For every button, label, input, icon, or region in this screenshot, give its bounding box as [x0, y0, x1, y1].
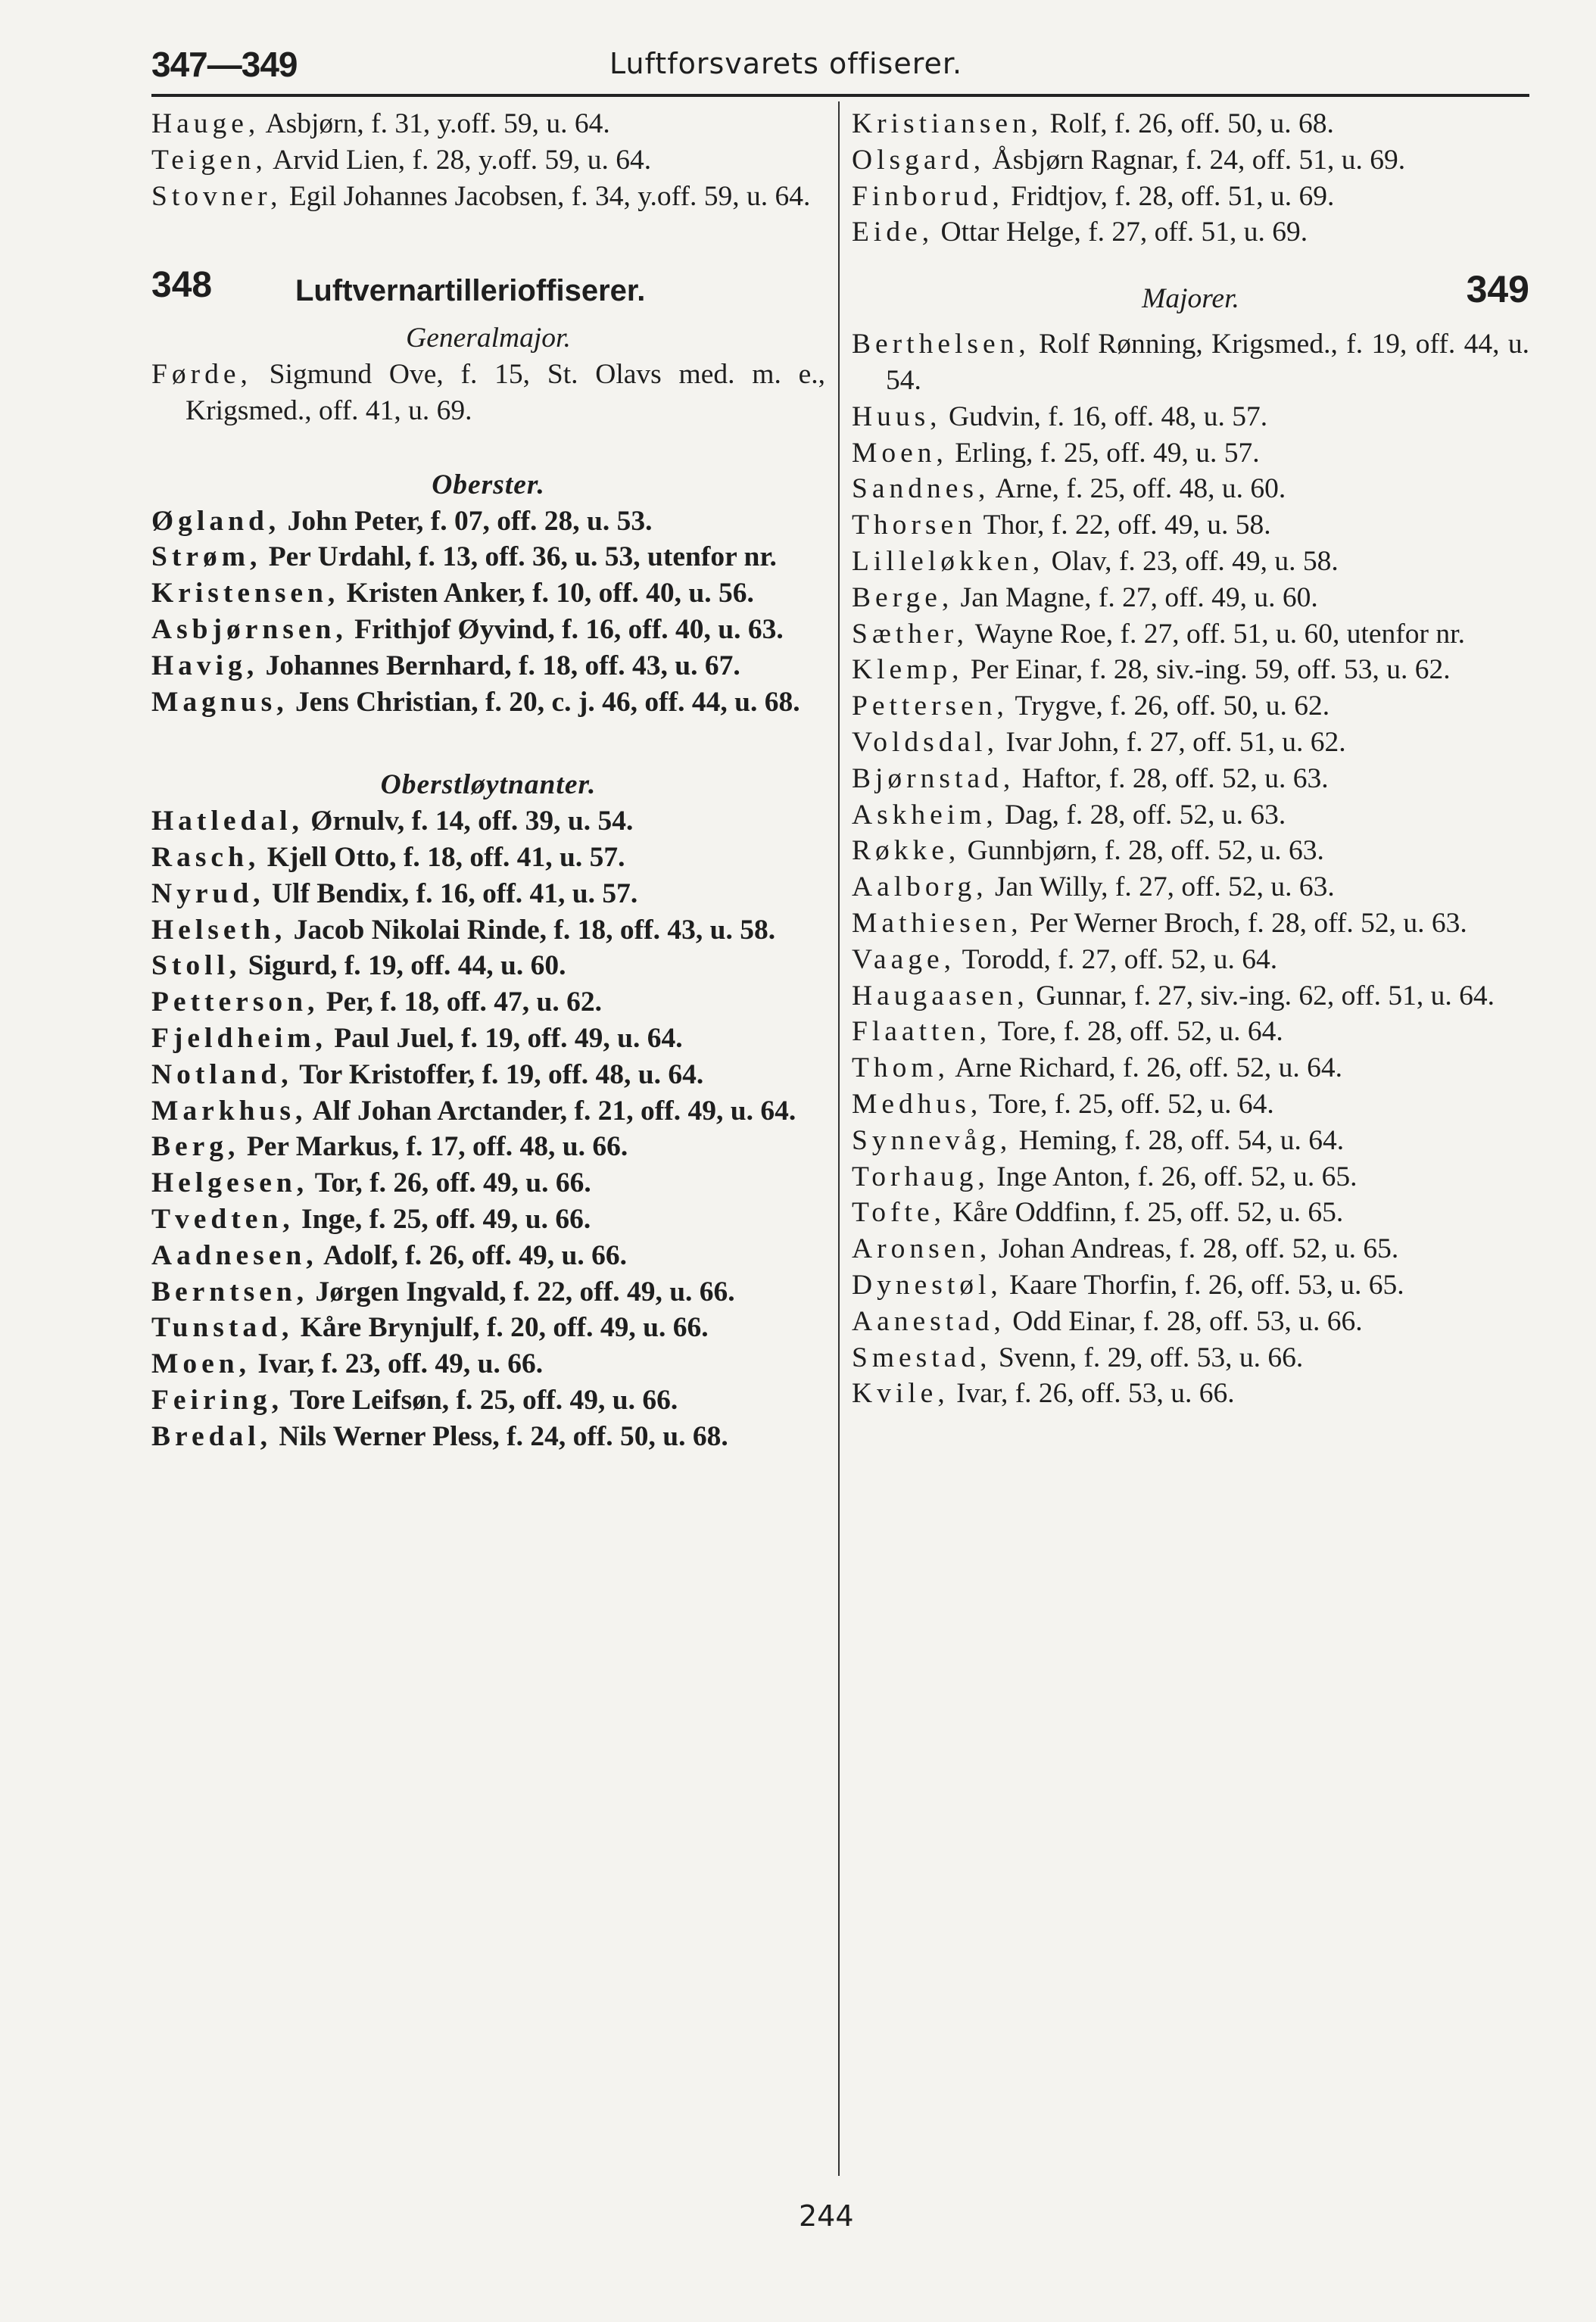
officer-surname: Tunstad, [151, 1312, 294, 1344]
officer-entry [852, 616, 1529, 653]
officer-entry [852, 652, 1529, 688]
majorer-heading-row [852, 251, 1529, 326]
officer-details: Ivar, f. 23, off. 49, u. 66. [251, 1348, 544, 1380]
officer-surname: Eide, [852, 217, 934, 248]
officer-surname: Helseth, [151, 914, 287, 946]
officer-details: Kaare Thorfin, f. 26, off. 53, u. 65. [1002, 1269, 1404, 1301]
officer-surname: Voldsdal, [852, 726, 999, 758]
officer-entry [852, 142, 1529, 179]
majorer-list [852, 326, 1529, 1412]
officer-entry [852, 1267, 1529, 1304]
officer-details: Arvid Lien, f. 28, y.off. 59, u. 64. [267, 144, 652, 176]
officer-entry [852, 942, 1529, 978]
officer-details: Thor, f. 22, off. 49, u. 58. [976, 510, 1271, 541]
officer-details: Rolf Rønning, Krigsmed., f. 19, off. 44, u. 54. [886, 329, 1529, 396]
officer-surname: Berg, [151, 1131, 240, 1163]
officer-details: Odd Einar, f. 28, off. 53, u. 66. [1005, 1305, 1363, 1337]
officer-details: Gunnbjørn, f. 28, off. 52, u. 63. [960, 835, 1324, 867]
officer-entry [852, 1231, 1529, 1267]
officer-details: Ottar Helge, f. 27, off. 51, u. 69. [934, 217, 1308, 248]
officer-surname: Førde, [151, 359, 252, 391]
officer-surname: Aalborg, [852, 871, 988, 903]
officer-surname: Lilleløkken, [852, 545, 1045, 577]
officer-details: Inge Anton, f. 26, off. 52, u. 65. [989, 1161, 1358, 1192]
page-header [151, 44, 1529, 89]
officer-details: Rolf, f. 26, off. 50, u. 68. [1043, 108, 1334, 139]
officer-surname: Tofte, [852, 1197, 946, 1229]
officer-surname: Bjørnstad, [852, 762, 1015, 794]
officer-details: Jan Magne, f. 27, off. 49, u. 60. [953, 581, 1318, 613]
officer-details: Per Markus, f. 17, off. 48, u. 66. [239, 1131, 628, 1163]
header-rule [151, 94, 1529, 97]
section-348-heading [151, 257, 825, 320]
officer-surname: Aronsen, [852, 1233, 992, 1265]
officer-entry [852, 688, 1529, 725]
officer-details: Fridtjov, f. 28, off. 51, u. 69. [1003, 180, 1335, 212]
officer-surname: Kristiansen, [852, 108, 1043, 139]
officer-entry [852, 761, 1529, 797]
officer-entry [852, 179, 1529, 215]
officer-surname: Dynestøl, [852, 1269, 1002, 1301]
officer-details: Kåre Brynjulf, f. 20, off. 49, u. 66. [293, 1312, 709, 1344]
oberstloytnanter-list [151, 803, 825, 1454]
officer-details: Johan Andreas, f. 28, off. 52, u. 65. [991, 1233, 1399, 1265]
officer-surname: Markhus, [151, 1095, 307, 1127]
officer-entry [852, 544, 1529, 580]
officer-surname: Sæther, [852, 618, 969, 650]
officer-entry [151, 357, 825, 429]
section-title: Luftvernartillerioffiserer. [295, 274, 646, 308]
officer-entry [852, 399, 1529, 435]
officer-details: Per Einar, f. 28, siv.-ing. 59, off. 53, u. 62. [963, 654, 1451, 686]
rank-heading-generalmajor: Generalmajor. [406, 323, 571, 354]
officer-details: Torodd, f. 27, off. 52, u. 64. [955, 943, 1278, 975]
officer-surname: Moen, [151, 1348, 251, 1380]
officer-details: Tore, f. 25, off. 52, u. 64. [982, 1088, 1274, 1120]
officer-entry [151, 912, 825, 949]
officer-entry [151, 1202, 825, 1238]
officer-details: Sigurd, f. 19, off. 44, u. 60. [241, 950, 566, 982]
officer-entry [151, 1129, 825, 1165]
officer-details: Jørgen Ingvald, f. 22, off. 49, u. 66. [308, 1276, 735, 1307]
officer-surname: Stovner, [151, 180, 282, 212]
officer-entry [151, 503, 825, 540]
officer-details: Jan Willy, f. 27, off. 52, u. 63. [987, 871, 1335, 903]
officer-surname: Rasch, [151, 841, 260, 873]
officer-surname: Torhaug, [852, 1161, 990, 1192]
officer-details: Sigmund Ove, f. 15, St. Olavs med. m. e., Krigsmed., off. 41, u. 69. [185, 359, 825, 426]
officer-entry [151, 840, 825, 876]
officer-details: Olav, f. 23, off. 49, u. 58. [1044, 545, 1339, 577]
officer-entry [151, 179, 825, 215]
officer-entry [151, 612, 825, 648]
officer-entry [151, 1346, 825, 1382]
officer-entry [151, 803, 825, 840]
officer-surname: Berthelsen, [852, 329, 1030, 360]
officer-surname: Fjeldheim, [151, 1022, 327, 1054]
officer-surname: Finborud, [852, 180, 1004, 212]
rank-heading-majorer: Majorer. [1142, 283, 1239, 315]
officer-details: Haftor, f. 28, off. 52, u. 63. [1015, 762, 1329, 794]
officer-surname: Sandnes, [852, 473, 990, 505]
officer-entry [852, 797, 1529, 834]
section-number-349: 349 [1466, 268, 1529, 311]
officer-entry [852, 435, 1529, 472]
officer-surname: Helgesen, [151, 1167, 309, 1199]
page-range: 347—349 [151, 45, 298, 84]
officer-entry [151, 1310, 825, 1346]
officer-surname: Teigen, [151, 144, 267, 176]
officer-surname: Bredal, [151, 1420, 273, 1452]
officer-surname: Moen, [852, 437, 948, 469]
officer-surname: Notland, [151, 1058, 293, 1090]
officer-surname: Flaatten, [852, 1016, 992, 1048]
officer-details: Wayne Roe, f. 27, off. 51, u. 60, utenfor nr. [968, 618, 1465, 650]
officer-details: Tore, f. 28, off. 52, u. 64. [991, 1016, 1283, 1048]
officer-surname: Huus, [852, 401, 942, 432]
officer-entry [852, 1376, 1529, 1412]
officer-surname: Feiring, [151, 1384, 284, 1416]
oberster-list [151, 503, 825, 721]
officer-details: Adolf, f. 26, off. 49, u. 66. [317, 1239, 627, 1271]
officer-entry [852, 905, 1529, 942]
officer-details: Tor Kristoffer, f. 19, off. 48, u. 64. [292, 1058, 704, 1090]
officer-entry [852, 580, 1529, 616]
officer-entry [852, 106, 1529, 142]
officer-surname: Klemp, [852, 654, 964, 686]
officer-surname: Kvile, [852, 1378, 949, 1410]
officer-entry [151, 876, 825, 912]
officer-details: Nils Werner Pless, f. 24, off. 50, u. 68. [272, 1420, 728, 1452]
officer-entry [852, 326, 1529, 399]
officer-surname: Mathiesen, [852, 907, 1023, 939]
officer-details: Alf Johan Arctander, f. 21, off. 49, u. 64. [307, 1095, 796, 1127]
officer-surname: Hauge, [151, 108, 260, 139]
officer-surname: Medhus, [852, 1088, 983, 1120]
officer-entry [852, 507, 1529, 544]
officer-details: Gudvin, f. 16, off. 48, u. 57. [941, 401, 1268, 432]
officer-surname: Nyrud, [151, 877, 265, 909]
officer-details: Trygve, f. 26, off. 50, u. 62. [1008, 690, 1330, 722]
officer-entry [151, 142, 825, 179]
rank-heading-oberstloytnanter: Oberstløytnanter. [380, 769, 597, 801]
officer-surname: Olsgard, [852, 144, 986, 176]
officer-entry [852, 1123, 1529, 1159]
officer-details: Frithjof Øyvind, f. 16, off. 40, u. 63. [347, 613, 784, 645]
officer-details: Arne Richard, f. 26, off. 52, u. 64. [949, 1052, 1342, 1084]
officer-details: Jacob Nikolai Rinde, f. 18, off. 43, u. 58. [286, 914, 776, 946]
officer-details: Ulf Bendix, f. 16, off. 41, u. 57. [264, 877, 638, 909]
right-top-list [852, 106, 1529, 251]
officer-surname: Petterson, [151, 986, 320, 1018]
officer-surname: Røkke, [852, 835, 961, 867]
officer-entry [151, 1238, 825, 1274]
officer-entry [852, 1086, 1529, 1123]
officer-surname: Thom, [852, 1052, 949, 1084]
officer-entry [852, 869, 1529, 905]
officer-details: Svenn, f. 29, off. 53, u. 66. [991, 1342, 1304, 1373]
officer-surname: Aanestad, [852, 1305, 1005, 1337]
officer-surname: Magnus, [151, 686, 288, 718]
officer-details: Kjell Otto, f. 18, off. 41, u. 57. [260, 841, 625, 873]
officer-entry [852, 725, 1529, 761]
officer-entry [852, 1304, 1529, 1340]
officer-details: Ivar, f. 26, off. 53, u. 66. [949, 1378, 1235, 1410]
officer-details: Egil Johannes Jacobsen, f. 34, y.off. 59, u. 64. [282, 180, 811, 212]
officer-details: Ivar John, f. 27, off. 51, u. 62. [998, 726, 1346, 758]
officer-surname: Berntsen, [151, 1276, 309, 1307]
left-column [151, 106, 825, 1455]
officer-details: Per Werner Broch, f. 28, off. 52, u. 63. [1022, 907, 1467, 939]
officer-details: Tore Leifsøn, f. 25, off. 49, u. 66. [283, 1384, 678, 1416]
officer-surname: Synnevåg, [852, 1124, 1012, 1156]
officer-entry [151, 948, 825, 984]
officer-details: Per, f. 18, off. 47, u. 62. [319, 986, 602, 1018]
officer-entry [852, 1159, 1529, 1195]
generalmajor-list [151, 357, 825, 429]
officer-surname: Thorsen [852, 510, 977, 541]
officer-surname: Øgland, [151, 505, 281, 537]
section-number: 348 [151, 265, 213, 306]
officer-details: Dag, f. 28, off. 52, u. 63. [997, 799, 1286, 831]
officer-entry [151, 984, 825, 1021]
officer-surname: Aadnesen, [151, 1239, 318, 1271]
officer-details: Asbjørn, f. 31, y.off. 59, u. 64. [260, 108, 610, 139]
column-divider [838, 101, 840, 2176]
officer-details: Kristen Anker, f. 10, off. 40, u. 56. [339, 578, 754, 609]
officer-details: Heming, f. 28, off. 54, u. 64. [1012, 1124, 1345, 1156]
officer-entry [151, 106, 825, 142]
officer-entry [852, 214, 1529, 251]
officer-details: John Peter, f. 07, off. 28, u. 53. [280, 505, 653, 537]
officer-entry [151, 1419, 825, 1455]
officer-details: Erling, f. 25, off. 49, u. 57. [947, 437, 1260, 469]
officer-surname: Berge, [852, 581, 954, 613]
officer-surname: Asbjørnsen, [151, 613, 348, 645]
officer-details: Kåre Oddfinn, f. 25, off. 52, u. 65. [945, 1197, 1344, 1229]
officer-entry [151, 539, 825, 575]
officer-details: Paul Juel, f. 19, off. 49, u. 64. [326, 1022, 683, 1054]
officer-entry [852, 1014, 1529, 1050]
page-number: 244 [799, 2199, 854, 2233]
officer-surname: Tvedten, [151, 1203, 295, 1235]
officer-entry [151, 575, 825, 612]
officer-details: Arne, f. 25, off. 48, u. 60. [990, 473, 1286, 505]
officer-details: Ørnulv, f. 14, off. 39, u. 54. [303, 806, 634, 837]
officer-entry [852, 1340, 1529, 1376]
officer-entry [852, 833, 1529, 869]
left-top-list [151, 106, 825, 214]
officer-details: Gunnar, f. 27, siv.-ing. 62, off. 51, u. 64. [1028, 980, 1495, 1011]
officer-surname: Hatledal, [151, 806, 304, 837]
right-column [852, 106, 1529, 1412]
officer-entry [151, 1274, 825, 1311]
rank-heading-oberster: Oberster. [432, 469, 545, 500]
officer-surname: Strøm, [151, 541, 262, 573]
officer-surname: Vaage, [852, 943, 955, 975]
officer-surname: Pettersen, [852, 690, 1008, 722]
officer-details: Jens Christian, f. 20, c. j. 46, off. 44, u. 68. [288, 686, 800, 718]
officer-entry [852, 471, 1529, 507]
officer-surname: Askheim, [852, 799, 998, 831]
officer-entry [852, 978, 1529, 1015]
officer-entry [151, 648, 825, 684]
officer-details: Tor, f. 26, off. 49, u. 66. [308, 1167, 591, 1199]
officer-surname: Haugaasen, [852, 980, 1029, 1011]
officer-surname: Stoll, [151, 950, 242, 982]
officer-entry [151, 1093, 825, 1130]
officer-details: Inge, f. 25, off. 49, u. 66. [294, 1203, 591, 1235]
officer-entry [852, 1195, 1529, 1231]
officer-surname: Smestad, [852, 1342, 992, 1373]
officer-details: Per Urdahl, f. 13, off. 36, u. 53, utenfor nr. [261, 541, 777, 573]
officer-surname: Havig, [151, 650, 259, 681]
officer-surname: Kristensen, [151, 578, 340, 609]
officer-entry [151, 1021, 825, 1057]
officer-details: Johannes Bernhard, f. 18, off. 43, u. 67. [258, 650, 740, 681]
officer-details: Åsbjørn Ragnar, f. 24, off. 51, u. 69. [985, 144, 1406, 176]
officer-entry [151, 1382, 825, 1419]
officer-entry [151, 684, 825, 721]
running-title: Luftforsvarets offiserer. [609, 47, 963, 80]
officer-entry [852, 1050, 1529, 1086]
officer-entry [151, 1165, 825, 1202]
officer-entry [151, 1057, 825, 1093]
